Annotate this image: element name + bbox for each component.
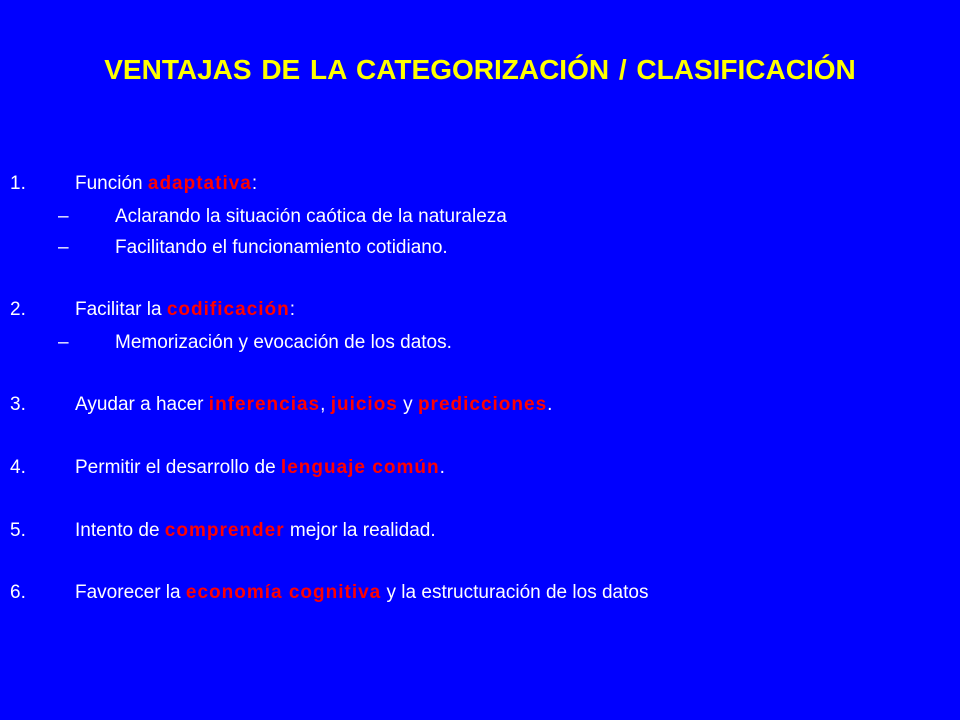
sub-item-text: Aclarando la situación caótica de la naturaleza (115, 206, 507, 227)
item-text (75, 519, 436, 543)
item-number: 1. (10, 173, 26, 194)
item-text-mid: y (397, 394, 418, 415)
item-number: 6. (10, 582, 26, 603)
item-text-post: mejor la realidad. (284, 520, 436, 541)
item-highlight: predicciones (417, 394, 548, 415)
item-text-post: . (439, 457, 445, 478)
item-text-post: : (289, 299, 295, 320)
item-text (75, 581, 648, 605)
slide-title: VENTAJAS DE LA CATEGORIZACIÓN / CLASIFICACIÓN (104, 54, 856, 85)
item-text-mid: , (320, 394, 331, 415)
item-highlight: codificación (166, 299, 290, 320)
item-text-pre: Facilitar la (75, 299, 167, 320)
item-text-post: y la estructuración de los datos (381, 582, 649, 603)
item-number: 4. (10, 457, 26, 478)
item-text-post: : (251, 173, 258, 194)
item-highlight: lenguaje común (280, 457, 440, 478)
item-text-pre: Ayudar a hacer (75, 394, 209, 415)
item-text (75, 298, 295, 322)
item-highlight: comprender (164, 520, 285, 541)
item-text (75, 172, 257, 196)
item-text-pre: Favorecer la (75, 582, 186, 603)
item-text-post: . (547, 394, 553, 415)
item-text-pre: Permitir el desarrollo de (75, 457, 281, 478)
dash-bullet: – (58, 206, 69, 227)
dash-bullet: – (58, 332, 69, 353)
item-number: 5. (10, 520, 26, 541)
item-number: 3. (10, 394, 26, 415)
dash-bullet: – (58, 237, 69, 258)
item-text-pre: Intento de (75, 520, 165, 541)
item-number: 2. (10, 299, 26, 320)
item-highlight: adaptativa (147, 173, 252, 194)
item-highlight: inferencias (208, 394, 321, 415)
sub-item-text: Facilitando el funcionamiento cotidiano. (115, 237, 448, 258)
item-text-pre: Función (75, 173, 148, 194)
sub-item-text: Memorización y evocación de los datos. (115, 332, 452, 353)
item-highlight: economía cognitiva (185, 582, 382, 603)
item-highlight: juicios (330, 394, 398, 415)
item-text (75, 456, 445, 480)
item-text (75, 393, 552, 417)
